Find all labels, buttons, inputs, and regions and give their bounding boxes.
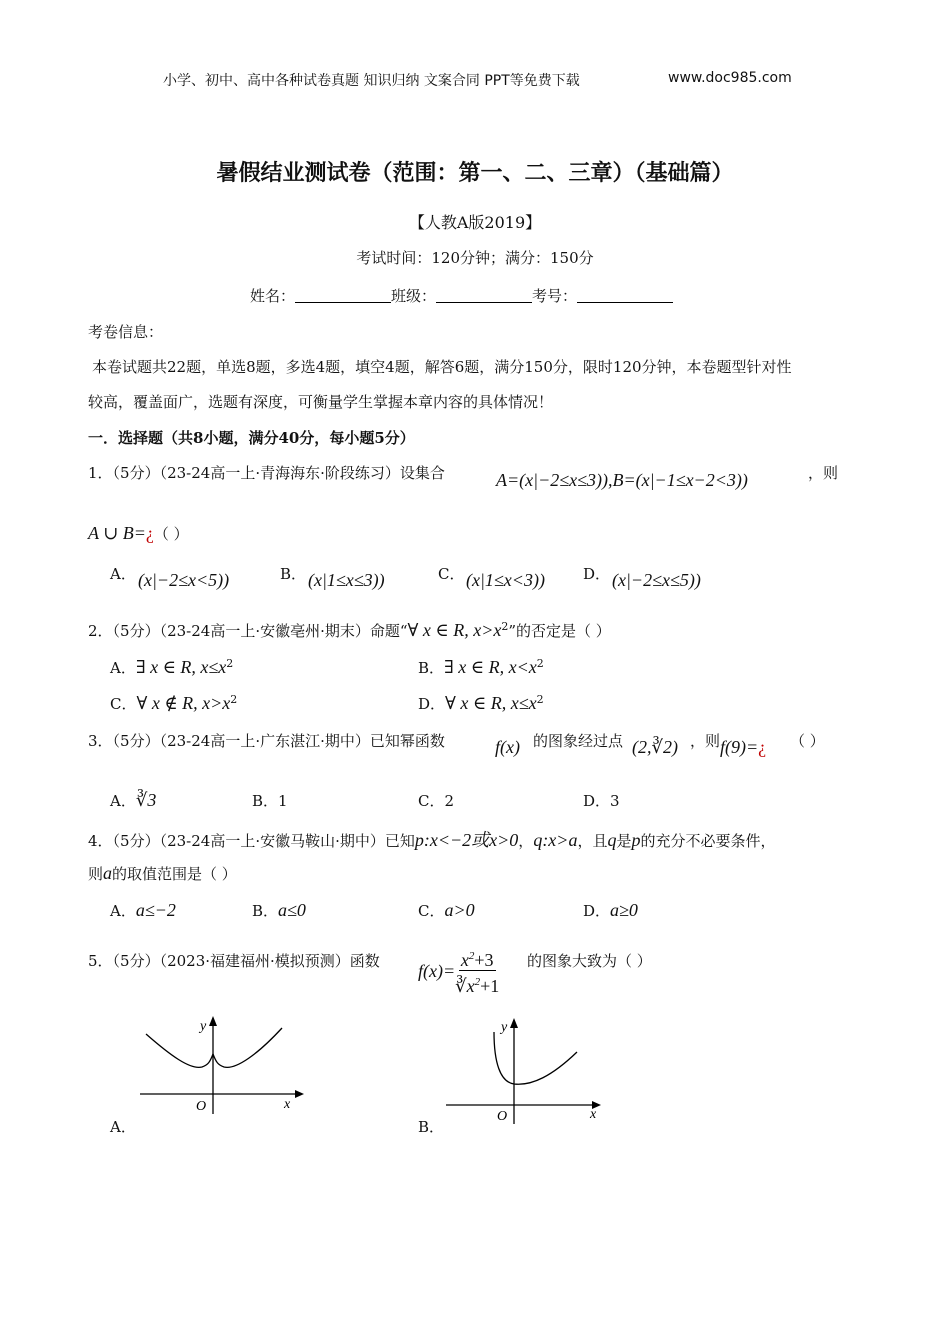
q2-option-d-exp: 2 (536, 693, 544, 706)
q5-fraction (455, 946, 499, 997)
q1-set-b: B=(x|−1≤x−2<3)) (612, 470, 748, 490)
q3-f9 (720, 737, 766, 758)
q4-option-b-label: B． (252, 902, 279, 920)
q5-num-exp: 2 (468, 950, 475, 962)
q3-mid: 的图象经过点 (533, 732, 624, 750)
graph-b-origin: O (497, 1109, 508, 1124)
q5-graph-b[interactable] (440, 1012, 610, 1124)
q3-option-a-label: A． (110, 792, 136, 810)
q2-option-b-label: B． (418, 659, 445, 677)
section-heading: 一．选择题（共8小题，满分40分，每小题5分） (88, 429, 415, 447)
q5-stem-post: 的图象大致为（ ） (527, 952, 652, 970)
q4-line2-pre: 则 (88, 865, 104, 883)
q2-option-a-expr: ∃ x ∈ R, x≤x (135, 657, 227, 677)
graph-a-y-arrow (209, 1016, 217, 1026)
header-url[interactable]: www.doc985.com (668, 70, 792, 86)
q4-stem (88, 826, 776, 852)
q2-stem-pre: 2．（5分）（23-24高一上·安徽亳州·期末）命题“ (88, 622, 408, 640)
q1-option-d[interactable]: (x|−2≤x≤5)) (612, 570, 701, 590)
graph-a-x-arrow (295, 1090, 304, 1098)
q5-den-root: ∛x (455, 976, 475, 996)
name-label: 姓名： (250, 287, 296, 305)
q1-option-c-label: C． (438, 565, 465, 583)
q1-tail: ，则 (808, 464, 839, 482)
q1-option-d-label: D． (583, 565, 611, 583)
q4-option-d[interactable] (583, 900, 638, 921)
q4-p-expr: p:x<−2或x>0 (414, 830, 519, 850)
paper-edition: 【人教A版2019】 (408, 213, 542, 232)
q5-num-tail: +3 (474, 950, 494, 970)
q4-stem-pre: 4．（5分）（23-24高一上·安徽马鞍山·期中）已知 (88, 832, 415, 850)
header-slogan: 小学、初中、高中各种试卷真题 知识归纳 文案合同 PPT等免费下载 (163, 73, 580, 89)
q2-option-b-exp: 2 (536, 657, 544, 670)
q2-option-d-label: D． (418, 695, 446, 713)
graph-b-curve (494, 1032, 577, 1084)
q4-q-expr: q:x>a (533, 830, 578, 850)
q4-option-a[interactable] (110, 900, 176, 921)
q4-line2 (88, 863, 237, 884)
id-blank[interactable] (577, 288, 673, 303)
class-blank[interactable] (436, 288, 532, 303)
q1-stem: 1．（5分）（23-24高一上·青海海东·阶段练习）设集合 (88, 464, 445, 482)
q3-fx: f(x) (495, 737, 520, 757)
info-line-1: 本卷试题共22题，单选8题，多选4题，填空4题，解答6题，满分150分，限时120分钟，本卷题型针对性 (92, 358, 792, 376)
q2-option-c-exp: 2 (230, 693, 238, 706)
q3-option-d[interactable]: D．3 (583, 792, 620, 810)
q3-stem: 3．（5分）（23-24高一上·广东湛江·期中）已知幂函数 (88, 732, 445, 750)
q5-graph-a[interactable] (130, 1010, 310, 1120)
q2-option-b-expr: ∃ x ∈ R, x<x (444, 657, 537, 677)
q2-expr: ∀ x ∈ R, x>x (407, 620, 502, 640)
q3-option-c[interactable]: C．2 (418, 792, 455, 810)
q2-option-d[interactable] (418, 693, 544, 714)
q4-option-d-label: D． (583, 902, 611, 920)
q4-line2-post: 的取值范围是（ ） (112, 865, 237, 883)
q2-option-c-label: C． (110, 695, 137, 713)
q1-option-a[interactable]: (x|−2≤x<5)) (138, 570, 230, 590)
q2-option-d-expr: ∀ x ∈ R, x≤x (445, 693, 537, 713)
q1-set-a: A=(x|−2≤x≤3)), (496, 470, 613, 490)
graph-a-y-label: y (200, 1019, 207, 1034)
q1-sets (496, 470, 748, 491)
q1-glyph: ¿ (145, 523, 154, 543)
q4-option-b-expr: a≤0 (278, 900, 306, 920)
q1-option-b[interactable]: (x|1≤x≤3)) (308, 570, 385, 590)
q2-exponent: 2 (501, 620, 509, 633)
graph-b-x-label: x (590, 1107, 597, 1122)
q3-glyph: ¿ (758, 737, 767, 757)
q2-stem-post: ”的否定是（ ） (508, 622, 611, 640)
q3-mid2: ，则 (690, 732, 721, 750)
q5-denominator (455, 971, 499, 997)
graph-a-x-label: x (284, 1097, 291, 1112)
q4-option-d-expr: a≥0 (610, 900, 638, 920)
q4-q-var: q (607, 830, 617, 850)
q4-is: 是 (616, 832, 632, 850)
q1-option-b-label: B． (280, 565, 307, 583)
q5-num-x: x (460, 950, 469, 970)
q1-paren: （ ） (153, 525, 189, 543)
graph-b-y-label: y (501, 1020, 508, 1035)
q4-comma: ， (518, 832, 534, 850)
q1-union-expr: A ∪ B= (88, 523, 146, 543)
paper-title: 暑假结业测试卷（范围：第一、二、三章）（基础篇） (216, 160, 734, 186)
q3-paren: （ ） (790, 732, 825, 750)
q3-f9-expr: f(9)= (720, 737, 759, 757)
info-line-2: 较高，覆盖面广，选题有深度，可衡量学生掌握本章内容的具体情况！ (88, 393, 554, 411)
q4-option-c[interactable] (418, 900, 475, 921)
q3-option-a-expr: ∛3 (135, 790, 157, 810)
q2-option-a-label: A． (110, 659, 136, 677)
q4-stem-post: 的充分不必要条件， (640, 832, 776, 850)
q2-option-b[interactable] (418, 657, 544, 678)
q3-point: (2,∛2) (632, 737, 678, 757)
q4-option-a-label: A． (110, 902, 136, 920)
graph-a-origin: O (196, 1099, 207, 1114)
q1-option-c[interactable]: (x|1≤x<3)) (466, 570, 545, 590)
q5-numerator (459, 946, 496, 971)
q5-den-tail: +1 (480, 976, 500, 996)
q2-option-a-exp: 2 (226, 657, 234, 670)
q4-option-b[interactable] (252, 900, 306, 921)
q1-union (88, 523, 189, 544)
q4-option-c-expr: a>0 (444, 900, 475, 920)
name-blank[interactable] (295, 288, 391, 303)
id-label: 考号： (532, 287, 578, 305)
paper-time-score: 考试时间：120分钟；满分：150分 (356, 249, 594, 267)
q5-formula (418, 946, 499, 997)
q4-option-a-expr: a≤−2 (135, 900, 176, 920)
graph-a-curve (146, 1028, 282, 1067)
q5-f-lhs: f(x)= (418, 961, 456, 981)
q3-option-a[interactable] (110, 790, 156, 811)
q4-p-var: p (631, 830, 641, 850)
q2-option-c-expr: ∀ x ∉ R, x>x (136, 693, 231, 713)
info-label: 考卷信息： (88, 323, 164, 341)
q2-stem (88, 620, 611, 641)
q4-a-var: a (103, 863, 113, 883)
graph-b-y-arrow (510, 1018, 518, 1028)
class-label: 班级： (391, 287, 437, 305)
student-info-fields (250, 285, 673, 306)
q5-den-exp: 2 (474, 976, 481, 988)
q4-and: ，且 (577, 832, 608, 850)
q5-option-b-label: B． (418, 1118, 445, 1136)
q5-stem: 5．（5分）（2023·福建福州·模拟预测）函数 (88, 952, 380, 970)
q2-option-c[interactable] (110, 693, 237, 714)
q4-option-c-label: C． (418, 902, 445, 920)
q2-option-a[interactable] (110, 657, 233, 678)
q5-option-a-label: A． (110, 1118, 136, 1136)
q3-option-b[interactable]: B．1 (252, 792, 288, 810)
q1-option-a-label: A． (110, 565, 136, 583)
